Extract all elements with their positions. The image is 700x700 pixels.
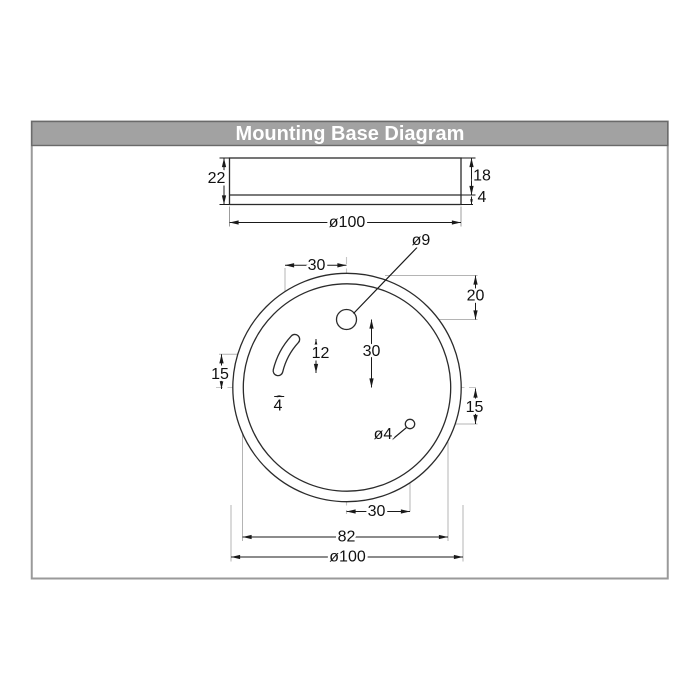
dim-slot-above-center-label: 15 bbox=[211, 366, 229, 383]
dim-mounting-span-label: 82 bbox=[337, 528, 356, 546]
side-view-body bbox=[230, 158, 462, 205]
dim-total-height-label: 22 bbox=[207, 170, 226, 187]
dim-slot-offset-label: 30 bbox=[307, 256, 326, 274]
cable-hole bbox=[337, 310, 357, 330]
dim-hole-to-center-label: 30 bbox=[362, 343, 381, 360]
dim-base-height-label: 4 bbox=[477, 189, 487, 206]
dim-slot-length-label: 12 bbox=[311, 345, 330, 362]
dim-hole-below-center-label: 15 bbox=[465, 399, 484, 416]
dim-slot-width-label: 4 bbox=[273, 397, 283, 415]
page-title: Mounting Base Diagram bbox=[235, 123, 465, 145]
dim-hole-offset-label: 30 bbox=[367, 503, 386, 520]
dim-plan-diameter-label: ø100 bbox=[329, 548, 366, 566]
base-outer-circle bbox=[233, 273, 461, 501]
screw-hole-label: ø4 bbox=[373, 426, 393, 443]
screw-hole bbox=[405, 419, 414, 428]
cable-hole-label: ø9 bbox=[411, 232, 431, 249]
dim-edge-to-hole-label: 20 bbox=[466, 287, 485, 305]
dim-side-diameter-label: ø100 bbox=[328, 214, 366, 231]
dim-body-height-label: 18 bbox=[473, 167, 491, 185]
